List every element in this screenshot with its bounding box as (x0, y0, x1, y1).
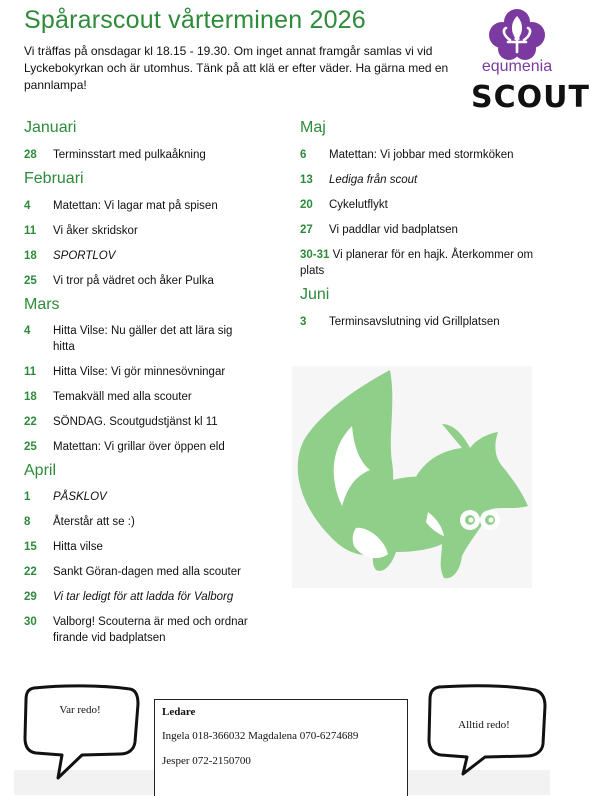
event-row (300, 197, 550, 213)
left-column (24, 118, 284, 646)
event-row (24, 198, 284, 214)
event-text: Matettan: Vi lagar mat på spisen (53, 200, 218, 212)
event-day: 30-31 (300, 249, 330, 261)
event-text: Vi planerar för en hajk. Återkommer om plats (300, 249, 534, 277)
month-heading-februari: Februari (24, 170, 84, 187)
leaders-line-1: Ingela 018-366032 Magdalena 070-6274689 (162, 730, 359, 742)
event-text: Cykelutflykt (329, 199, 388, 211)
event-row (24, 248, 284, 264)
month-heading-april: April (24, 462, 57, 479)
event-day: 11 (24, 366, 37, 378)
event-day: 22 (24, 416, 37, 428)
intro-text: Vi träffas på onsdagar kl 18.15 - 19.30. Om inget annat framgår samlas vi vid Lyckebokyrkan och är utomhus. Tänk på att klä er efter väder. Ha gärna med en pannlampa! (24, 44, 449, 92)
event-row (24, 364, 284, 380)
event-day: 28 (24, 149, 37, 161)
event-text: Hitta vilse (53, 541, 103, 553)
event-text: Sankt Göran-dagen med alla scouter (53, 566, 241, 578)
event-text: Hitta Vilse: Vi gör minnesövningar (53, 366, 226, 378)
month-heading-juni: Juni (300, 286, 330, 303)
event-row (300, 222, 550, 238)
event-day: 25 (24, 441, 37, 453)
event-day: 20 (300, 199, 313, 211)
leaders-line-2: Jesper 072-2150700 (162, 755, 251, 767)
event-row (24, 564, 284, 580)
event-row (24, 147, 284, 163)
event-day: 11 (24, 225, 37, 237)
event-row (24, 514, 284, 530)
event-day: 6 (300, 149, 307, 161)
page-title: Spårarscout vårterminen 2026 (24, 6, 366, 34)
event-day: 27 (300, 224, 313, 236)
event-text: Valborg! Scouterna är med och ordnar firande vid badplatsen (53, 616, 248, 644)
event-day: 18 (24, 250, 37, 262)
event-day: 1 (24, 491, 31, 503)
month-heading-januari: Januari (24, 119, 77, 136)
event-row (300, 247, 535, 279)
event-day: 18 (24, 391, 37, 403)
leaders-box (154, 699, 408, 796)
event-row (24, 539, 284, 555)
fox-illustration (292, 366, 532, 588)
event-row (300, 147, 550, 163)
event-row (24, 489, 284, 505)
event-text: Terminsstart med pulkaåkning (53, 149, 206, 161)
month-heading-mars: Mars (24, 296, 60, 313)
event-text: Vi paddlar vid badplatsen (329, 224, 458, 236)
event-row (24, 323, 284, 355)
event-text: PÅSKLOV (53, 491, 107, 503)
event-row (24, 389, 284, 405)
event-text: Hitta Vilse: Nu gäller det att lära sig hitta (53, 325, 233, 353)
leaders-title: Ledare (162, 706, 196, 718)
event-text: Terminsavslutning vid Grillplatsen (329, 316, 500, 328)
event-text: Vi tror på vädret och åker Pulka (53, 275, 214, 287)
event-row (300, 314, 550, 330)
event-row (24, 589, 284, 605)
event-day: 4 (24, 200, 31, 212)
event-text: Återstår att se :) (53, 516, 135, 528)
logo-text-scout: SCOUT (471, 80, 590, 115)
event-day: 8 (24, 516, 31, 528)
event-row (24, 223, 284, 239)
event-row (24, 414, 284, 430)
event-day: 30 (24, 616, 37, 628)
event-day: 15 (24, 541, 37, 553)
logo-text-equmenia: equmenia (481, 58, 553, 75)
event-row (300, 172, 550, 188)
month-heading-maj: Maj (300, 119, 326, 136)
event-text: Matettan: Vi grillar över öppen eld (53, 441, 225, 453)
event-text: SÖNDAG. Scoutgudstjänst kl 11 (53, 416, 218, 428)
speech-bubble-right-text: Alltid redo! (458, 719, 510, 731)
event-text: Vi åker skridskor (53, 225, 138, 237)
event-row (24, 439, 284, 455)
event-day: 4 (24, 325, 31, 337)
event-row (24, 614, 284, 646)
speech-bubble-left-text: Var redo! (59, 704, 101, 716)
event-text: Temakväll med alla scouter (53, 391, 192, 403)
event-text: Vi tar ledigt för att ladda för Valborg (53, 591, 234, 603)
event-day: 22 (24, 566, 37, 578)
event-text: Lediga från scout (329, 174, 418, 186)
event-day: 3 (300, 316, 307, 328)
event-day: 13 (300, 174, 313, 186)
event-row (24, 273, 284, 289)
right-column (300, 118, 550, 330)
event-day: 29 (24, 591, 37, 603)
event-text: Matettan: Vi jobbar med stormköken (329, 149, 514, 161)
event-day: 25 (24, 275, 37, 287)
event-text: SPORTLOV (53, 250, 116, 262)
speech-bubble-left (22, 684, 140, 780)
